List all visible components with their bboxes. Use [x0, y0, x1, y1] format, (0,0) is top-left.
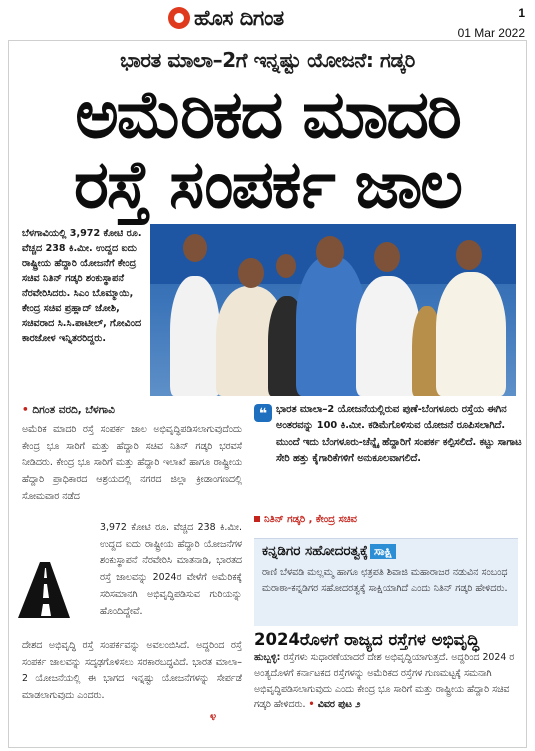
sidebar-box — [254, 538, 518, 626]
byline — [22, 404, 115, 417]
sidebar-text: ರಾಣಿ ಬೆಳವಡಿ ಮಲ್ಲಮ್ಮ ಹಾಗೂ ಛತ್ರಪತಿ ಶಿವಾಜಿ ಮಹಾರಾಜರ ನಡುವಿನ ಸಂಬಂಧ ಮರಾಠಾ-ಕನ್ನಡಿಗರ ಸಹೋದರತ್ವಕ್ಕೆ ಸಾಕ್ಷಿಯಾಗಿದೆ ಎಂದು ನಿತಿನ್ ಗಡ್ಕರಿ ಹೇಳಿದರು. — [262, 567, 508, 594]
paragraph-text: ದೇಶದ ಅಭಿವೃದ್ಧಿ ರಸ್ತೆ ಸಂಪರ್ಕವನ್ನು ಅವಲಂಬಿಸಿದೆ. ಅದ್ದರಿಂದ ರಸ್ತೆ ಸಂಪರ್ಕ ಜಾಲವನ್ನು ಸದೃಢಗೊಳಿಸಲು ಸರಕಾರಬದ್ಧವಿದೆ. ಭಾರತ ಮಾಲಾ–2 ಯೋಜನೆಯಲ್ಲಿ ಈ ಭಾಗದ ಇನ್ನಷ್ಟು ಯೋಜನೆಗಳನ್ನು ಸೇರ್ಪಡೆ ಮಾಡಲಾಗುವುದು ಎಂದರು. — [22, 640, 242, 702]
square-bullet-icon — [254, 516, 260, 522]
article-paragraph-3 — [22, 638, 242, 705]
person-head — [238, 258, 264, 288]
quote-attribution-text: ನಿತಿನ್ ಗಡ್ಕರಿ , ಕೇಂದ್ರ ಸಚಿವ — [264, 514, 357, 525]
newspaper-logo — [168, 4, 368, 32]
article-paragraph-1 — [22, 422, 242, 506]
paragraph-text: ಅಮೆರಿಕ ಮಾದರಿ ರಸ್ತೆ ಸಂಪರ್ಕ ಜಾಲ ಅಭಿವೃದ್ಧಿಪಡಿಸಲಾಗುವುದೆಂದು ಕೇಂದ್ರ ಭೂ ಸಾರಿಗೆ ಮತ್ತು ಹೆದ್ದಾರಿ ಸಚಿವ ನಿತಿನ್ ಗಡ್ಕರಿ ಭರವಸೆ ನೀಡಿದರು. — [22, 424, 242, 469]
quote-attribution — [254, 514, 357, 525]
person-head — [276, 254, 296, 278]
publication-date: 01 Mar 2022 — [457, 26, 525, 40]
continued-link[interactable] — [309, 699, 361, 710]
article-paragraph-2: 3,972 ಕೋಟಿ ರೂ. ವೆಚ್ಚದ 238 ಕಿ.ಮೀ. ಉದ್ದದ ಐದು ರಾಷ್ಟ್ರೀಯ ಹೆದ್ದಾರಿ ಯೋಜನೆಗಳ ಶಂಕುಸ್ಥಾಪನೆ ನೆರವೇರಿಸಿ ಮಾತನಾಡಿ, ಭಾರತದ ರಸ್ತೆ ಜಾಲವನ್ನು 2024ರ ವೇಳೆಗೆ ಅಮೆರಿಕಕ್ಕೆ ಸರಿಸಮಾನಗಿ ಅಭಿವೃದ್ಧಿಪಡಿಸುವ ಗುರಿಯನ್ನು ಹೊಂದಿದ್ದೇವೆ. — [100, 522, 242, 617]
bullet-icon: • — [308, 699, 315, 711]
person-head — [456, 240, 482, 270]
sidebar-badge: ಸಾಕ್ಷಿ — [370, 544, 396, 559]
sidebar-title-text: ಕನ್ನಡಿಗರ ಸಹೋದರತ್ವಕ್ಕೆ — [262, 543, 368, 559]
person-figure — [170, 276, 220, 396]
headline-line-1: ಅಮೆರಿಕದ ಮಾದರಿ — [75, 76, 460, 153]
continued-link-text[interactable]: ವಿವರ ಪುಟ ೨ — [317, 699, 361, 711]
road-icon — [16, 560, 72, 620]
sub-headline: 2024ರೊಳಗೆ ರಾಜ್ಯದ ರಸ್ತೆಗಳ ಅಭಿವೃದ್ಧಿ — [254, 630, 480, 649]
sub-article-text: ರಸ್ತೆಗಳು ಸುಧಾರಣೆಯಾದರೆ ದೇಶ ಅಭಿವೃದ್ಧಿಯಾಗುತ್ತದೆ. ಅದ್ದರಿಂದ 2024 ರ ಅಂತ್ಯದೊಳಗೆ ಕರ್ನಾಟಕದ ರಸ್ತೆಗಳನ್ನು ಅಮೆರಿಕದ ರಸ್ತೆಗಳ ಗುಣಮಟ್ಟಕ್ಕೆ ಸಮನಾಗಿ ಅಭಿವೃದ್ಧಿಪಡಿಸಲಾಗುವುದು ಎಂದು ಕೇಂದ್ರ ಭೂ ಸಾರಿಗೆ ಮತ್ತು ರಾಷ್ಟ್ರೀಯ ಹೆದ್ದಾರಿ ಸಚಿವ ಗಡ್ಕರಿ ಹೇಳಿದರು. — [254, 652, 515, 711]
person-head — [374, 242, 400, 272]
photo-caption: ಬೆಳಗಾವಿಯಲ್ಲಿ 3,972 ಕೋಟಿ ರೂ. ವೆಚ್ಚದ 238 ಕಿ.ಮೀ. ಉದ್ದದ ಐದು ರಾಷ್ಟ್ರೀಯ ಹೆದ್ದಾರಿ ಯೋಜನೆಗೆ ಕೇಂದ್ರ ಸಚಿವ ನಿತಿನ್ ಗಡ್ಕರಿ ಶಂಕುಸ್ಥಾಪನೆ ನೆರವೇರಿಸಿದರು. ಸಿಎಂ ಬೊಮ್ಮಾಯಿ, ಕೇಂದ್ರ ಸಚಿವ ಪ್ರಹ್ಲಾದ್ ಜೋಶಿ, ಸಚಿವರಾದ ಸಿ.ಸಿ.ಪಾಟೀಲ್, ಗೋವಿಂದ ಕಾರಜೋಳ ಇನ್ನಿತರರಿದ್ದರು. — [22, 228, 142, 344]
masthead — [0, 0, 535, 42]
bullet-icon: • — [22, 404, 29, 416]
dateline: ಹುಬ್ಬಳ್ಳಿ: — [254, 652, 281, 663]
page-number: 1 — [518, 6, 525, 20]
person-figure — [436, 272, 506, 396]
sub-article — [254, 650, 520, 713]
person-head — [316, 236, 344, 268]
article-kicker: ಭಾರತ ಮಾಲಾ–2ಗೆ ಇನ್ನಷ್ಟು ಯೋಜನೆ: ಗಡ್ಕರಿ — [120, 48, 415, 72]
paragraph-text: ಕೇಂದ್ರ ಭೂ ಸಾರಿಗೆ ಮತ್ತು ಹೆದ್ದಾರಿ ಇಲಾಖೆ ಹಾಗೂ ರಾಷ್ಟ್ರೀಯ ಹೆದ್ದಾರಿ ಪ್ರಾಧಿಕಾರದ ಆಶ್ರಯದಲ್ಲಿ ನಗರದ ಜಿಲ್ಲಾ ಕ್ರೀಡಾಂಗಣದಲ್ಲಿ ಸೋಮವಾರ ನಡೆದ — [22, 457, 242, 502]
quote-icon: ❝ — [254, 404, 272, 422]
headline-line-2: ರಸ್ತೆ ಸಂಪರ್ಕ ಜಾಲ — [73, 146, 462, 223]
sidebar-title — [262, 543, 396, 559]
event-photo — [150, 224, 516, 396]
byline-text: ದಿಗಂತ ವರದಿ, ಬೆಳಗಾವಿ — [32, 404, 115, 416]
logo-emblem-icon — [168, 7, 190, 29]
pull-quote — [254, 402, 522, 530]
continue-marker: ೪ — [210, 710, 217, 723]
quote-text: ಭಾರತ ಮಾಲಾ–2 ಯೋಜನೆಯಲ್ಲಿರುವ ಪುಣೆ-ಬೆಂಗಳೂರು ರಸ್ತೆಯ ಈಗಿನ ಅಂತರವನ್ನು 100 ಕಿ.ಮೀ. ಕಡಿಮೆಗೊಳಿಸುವ ಯೋಜನೆ ರೂಪಿಸಲಾಗಿದೆ. ಮುಂದೆ ಇದು ಬೆಂಗಳೂರು-ಚೆನ್ನೈ ಹೆದ್ದಾರಿಗೆ ಸಂಪರ್ಕ ಕಲ್ಪಿಸಲಿದೆ. ಕಟ್ಟು ಸಾಗಾಟ ಸೇರಿ ಹತ್ತು ಕೈಗಾರಿಕೆಗಳಿಗೆ ಅನುಕೂಲವಾಗಲಿದೆ. — [276, 404, 522, 465]
logo-text: ಹೊಸ ದಿಗಂತ — [194, 5, 284, 30]
person-head — [183, 234, 207, 262]
person-figure — [356, 276, 420, 396]
